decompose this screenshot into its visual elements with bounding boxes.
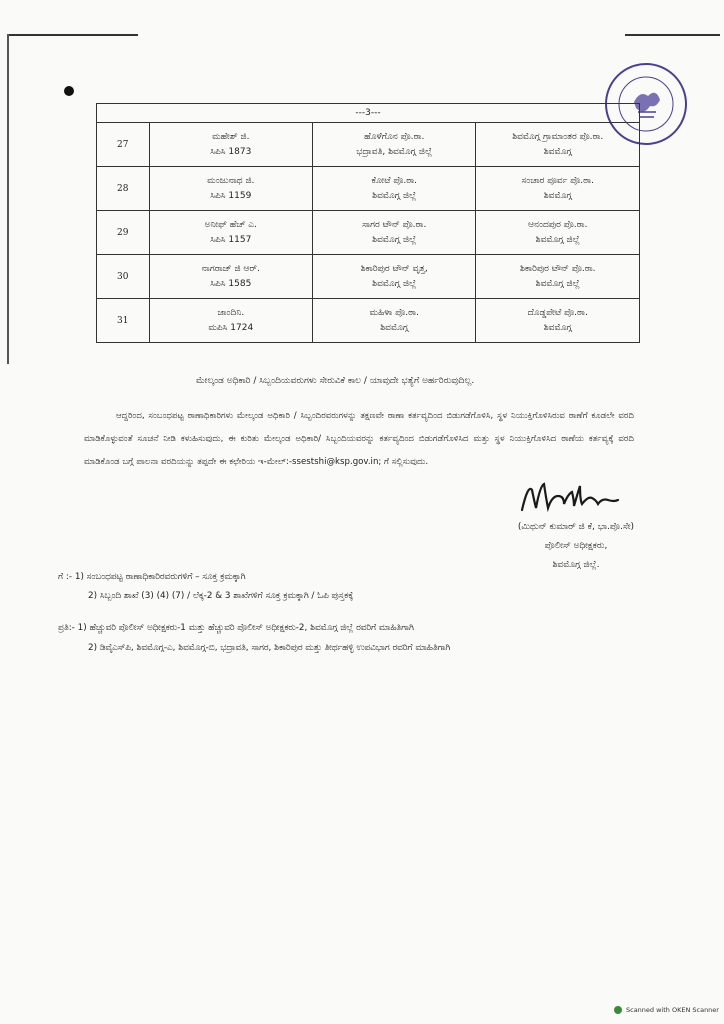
table-cell (149, 167, 313, 211)
table-cell (476, 255, 640, 299)
officer-name: ಅನೀಫ್ ಹೆಚ್ ಎ. (204, 219, 257, 230)
table-cell (97, 167, 150, 211)
table-cell (313, 299, 476, 343)
to-station: ದೊಡ್ಡಪೇಟೆ ಪೊ.ಠಾ. (527, 307, 588, 318)
to-district: ಶಿವಮೊಗ್ಗ (543, 322, 572, 333)
from-station: ಕೋಟೆ ಪೊ.ಠಾ. (371, 175, 418, 186)
from-district: ಭದ್ರಾವತಿ, ಶಿವಮೊಗ್ಗ ಜಿಲ್ಲೆ (356, 146, 433, 157)
to-district: ಶಿವಮೊಗ್ಗ ಜಿಲ್ಲೆ (535, 278, 580, 289)
recipients-block (58, 568, 353, 606)
to-district: ಶಿವಮೊಗ್ಗ ಜಿಲ್ಲೆ (535, 234, 580, 245)
to-district: ಶಿವಮೊಗ್ಗ (543, 146, 572, 157)
paragraph-text: ಆದ್ದರಿಂದ, ಸಂಬಂಧಪಟ್ಟ ಠಾಣಾಧಿಕಾರಿಗಳು ಮೇಲ್ಕಂಡ ಅಧಿಕಾರಿ / ಸಿಬ್ಬಂದಿರವರುಗಳನ್ನು ತಕ್ಷಣವೇ ಠಾಣಾ ಕರ್ತವ್ಯದಿಂದ ಬಿಡುಗಡೆಗೊಳಿಸಿ, ಸ್ಥಳ ನಿಯುಕ್ತಿಗೊಳಿಸಿರುವ ಠಾಣೆಗೆ ಕೂಡಲೇ ವರದಿ ಮಾಡಿಕೊಳ್ಳುವಂತೆ ಸೂಚನೆ ನೀಡಿ ಕಳುಹಿಸುವುದು, ಈ ಕುರಿತು ಮೇಲ್ಕಂಡ ಅಧಿಕಾರಿ/ ಸಿಬ್ಬಂದಿಯವರನ್ನು ಕರ್ತವ್ಯದಿಂದ ಬಿಡುಗಡೆಗೊಳಿಸಿದ ಮತ್ತು ಸ್ಥಳ ನಿಯುಕ್ತಿಗೊಳಿಸಿದ ಠಾಣೆಯ ಕರ್ತವ್ಯಕ್ಕೆ ವರದಿ ಮಾಡಿಕೊಂಡ ಬಗ್ಗೆ ಪಾಲನಾ ವರದಿಯನ್ನು ತಪ್ಪದೇ ಈ ಕಛೇರಿಯ ಇ-ಮೇಲ್:-ssestshi@ksp.gov.in; ಗೆ ಸಲ್ಲಿಸುವುದು. (84, 411, 634, 467)
table-cell (313, 211, 476, 255)
scan-edge-line (8, 34, 138, 36)
from-district: ಶಿವಮೊಗ್ಗ (380, 322, 409, 333)
table-cell (313, 123, 476, 167)
signatory-name: (ಮಿಥುನ್ ಕುಮಾರ್ ಜಿ ಕೆ, ಭಾ.ಪೊ.ಸೇ) (517, 522, 635, 532)
table-row (97, 255, 640, 299)
from-station: ಶಿಕಾರಿಪುರ ಟೌನ್ ವೃತ್ತ, (360, 263, 428, 274)
transfer-table (96, 103, 640, 343)
from-district: ಶಿವಮೊಗ್ಗ ಜಿಲ್ಲೆ (372, 278, 417, 289)
eligibility-note: ಮೇಲ್ಕಂಡ ಅಧಿಕಾರಿ / ಸಿಬ್ಬಂದಿಯವರುಗಳು ಸೇರುವಿಕೆ ಕಾಲ / ಯಾವುದೇ ಭತ್ಯೆಗೆ ಅರ್ಹರಿರುವುದಿಲ್ಲ. (196, 376, 475, 386)
table-cell (149, 211, 313, 255)
table-cell (149, 299, 313, 343)
to-station: ಸಂಚಾರ ಪೂರ್ವ ಪೊ.ಠಾ. (521, 175, 594, 186)
table-cell (476, 211, 640, 255)
signature (518, 480, 628, 518)
officer-id: ಮಪಿಸಿ 1724 (208, 322, 254, 333)
table-row (97, 299, 640, 343)
table-row (97, 123, 640, 167)
ink-blot (64, 86, 74, 96)
table-cell (97, 255, 150, 299)
instruction-paragraph (84, 405, 634, 474)
row-number: 31 (117, 315, 129, 326)
to-district: ಶಿವಮೊಗ್ಗ (543, 190, 572, 201)
copy-to-line: ಪ್ರತಿ:- 1) ಹೆಚ್ಚುವರಿ ಪೊಲೀಸ್ ಅಧೀಕ್ಷಕರು-1 ಮತ್ತು ಹೆಚ್ಚುವರಿ ಪೊಲೀಸ್ ಅಧೀಕ್ಷಕರು-2, ಶಿವಮೊಗ್ಗ ಜಿಲ್ಲೆ ರವರಿಗೆ ಮಾಹಿತಿಗಾಗಿ (58, 623, 414, 633)
recipient-line: ಗೆ :- 1) ಸಂಬಂಧಪಟ್ಟ ಠಾಣಾಧಿಕಾರಿರವರುಗಳಿಗೆ – ಸೂಕ್ತ ಕ್ರಮಕ್ಕಾಗಿ (58, 572, 246, 582)
table-cell (476, 167, 640, 211)
table-row (97, 167, 640, 211)
signatory-block (476, 518, 676, 575)
copy-to-block (58, 618, 450, 658)
row-number: 29 (117, 227, 129, 238)
officer-name: ಮಹೇಶ್ ಜಿ. (212, 131, 250, 142)
scanner-logo-icon (614, 1006, 622, 1014)
to-station: ಶಿವಮೊಗ್ಗ ಗ್ರಾಮಾಂತರ ಪೊ.ಠಾ. (512, 131, 604, 142)
table-cell (149, 123, 313, 167)
from-station: ಹೊಳೆಗೊನ ಪೊ.ಠಾ. (364, 131, 425, 142)
table-row (97, 211, 640, 255)
scan-edge-line (625, 34, 720, 36)
officer-id: ಸಿಪಿಸಿ 1873 (210, 146, 252, 157)
from-station: ಸಾಗರ ಟೌನ್ ಪೊ.ಠಾ. (362, 219, 427, 230)
table-cell (313, 167, 476, 211)
table-cell (313, 255, 476, 299)
table-cell (97, 123, 150, 167)
table-cell (97, 211, 150, 255)
officer-name: ನಾಗರಾಜ್ ಜಿ ಆರ್. (201, 263, 260, 274)
to-station: ಶಿಕಾರಿಪುರ ಟೌನ್ ಪೊ.ಠಾ. (519, 263, 596, 274)
signatory-title: ಪೊಲೀಸ್ ಅಧೀಕ್ಷಕರು, (544, 541, 608, 551)
page-marker: ---3--- (97, 104, 640, 123)
scanner-watermark (614, 1006, 719, 1014)
table-cell (149, 255, 313, 299)
row-number: 27 (117, 139, 129, 150)
from-district: ಶಿವಮೊಗ್ಗ ಜಿಲ್ಲೆ (372, 234, 417, 245)
signatory-place: ಶಿವಮೊಗ್ಗ ಜಿಲ್ಲೆ. (552, 560, 600, 570)
officer-id: ಸಿಪಿಸಿ 1585 (210, 278, 252, 289)
row-number: 30 (117, 271, 129, 282)
row-number: 28 (117, 183, 129, 194)
copy-to-line: 2) ಡಿವೈಎಸ್‌ಪಿ, ಶಿವಮೊಗ್ಗ-ಎ, ಶಿವಮೊಗ್ಗ-ಬಿ, ಭದ್ರಾವತಿ, ಸಾಗರ, ಶಿಕಾರಿಪುರ ಮತ್ತು ತೀರ್ಥಹಳ್ಳಿ ಉಪವಿಭಾಗ ರವರಿಗೆ ಮಾಹಿತಿಗಾಗಿ (88, 643, 451, 653)
officer-name: ಮಂಜುನಾಥ ಜಿ. (207, 175, 255, 186)
scanner-watermark-text: Scanned with OKEN Scanner (626, 1006, 719, 1014)
officer-id: ಸಿಪಿಸಿ 1159 (210, 190, 252, 201)
table-cell (476, 299, 640, 343)
table-cell (476, 123, 640, 167)
to-station: ಆನಂದಪುರ ಪೊ.ಠಾ. (528, 219, 588, 230)
table-cell (97, 299, 150, 343)
from-station: ಮಹಿಳಾ ಪೊ.ಠಾ. (369, 307, 419, 318)
recipient-line: 2) ಸಿಬ್ಬಂದಿ ಶಾಖೆ (3) (4) (7) / ಲೆಕ್ಕ-2 & 3 ಶಾಖೆಗಳಿಗೆ ಸೂಕ್ತ ಕ್ರಮಕ್ಕಾಗಿ / ಓಪಿ ಪುಸ್ತಕಕ್ಕೆ (88, 591, 354, 601)
officer-id: ಸಿಪಿಸಿ 1157 (210, 234, 252, 245)
scan-edge-line (7, 34, 9, 364)
officer-name: ಜಾಂದಿನಿ. (217, 307, 245, 318)
from-district: ಶಿವಮೊಗ್ಗ ಜಿಲ್ಲೆ (372, 190, 417, 201)
